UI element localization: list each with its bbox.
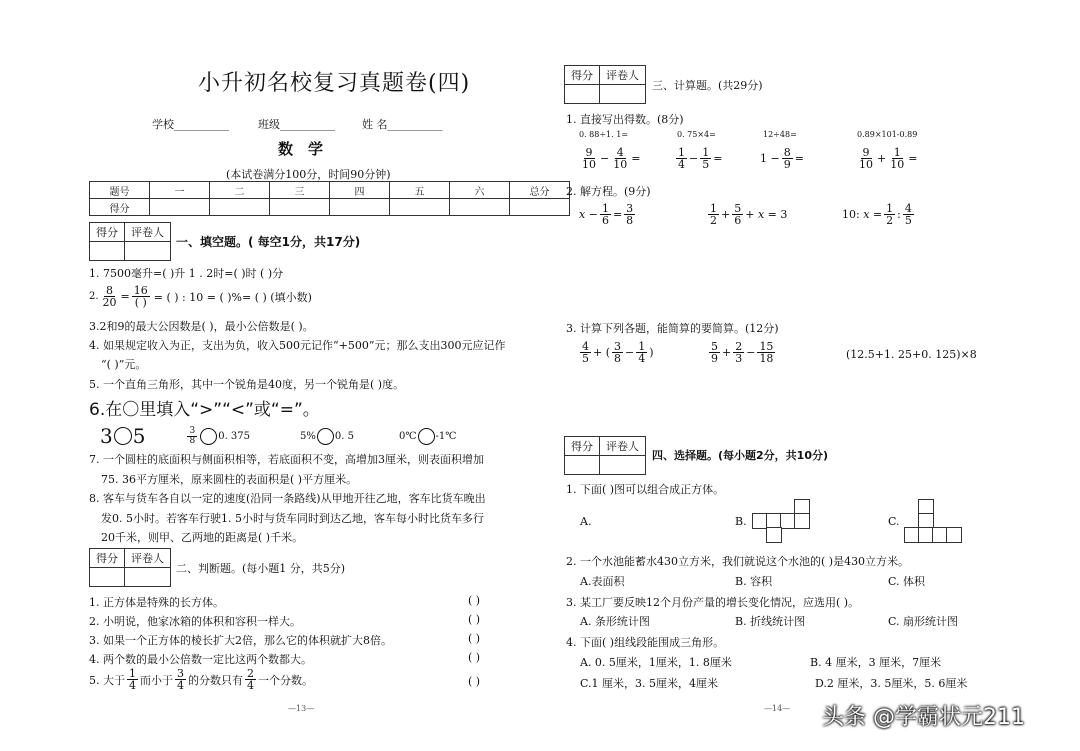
fraction xyxy=(132,285,150,308)
compare-left: 5% xyxy=(300,430,316,442)
fraction xyxy=(127,668,138,691)
direct-expression: $\frac{9}{10}$ − $\frac{4}{10}$ = xyxy=(582,146,641,171)
q1-8-line1: 8. 客车与货车各自以一定的速度(沿同一条路线)从甲地开往乙地，客车比货车晚出 xyxy=(89,492,486,505)
fraction: $\frac{2}{3}$ xyxy=(735,340,743,365)
fraction-numerator: 8 xyxy=(106,284,114,297)
compare-left: 0℃ xyxy=(398,430,417,442)
score-header-cell: 一 xyxy=(150,182,210,199)
grader-cell[interactable] xyxy=(90,568,125,587)
calc-sub3: 3. 计算下列各题，能简算的要简算。(12分) xyxy=(566,322,779,335)
choice-2: 2. 一个水池能蓄水430立方米，我们就说这个水池的( )是430立方米。 xyxy=(566,555,910,568)
score-cell[interactable] xyxy=(150,199,210,216)
grader-label: 得分 xyxy=(90,549,125,568)
fraction-denominator: 4 xyxy=(129,679,136,692)
choice-1-opt-b[interactable]: B. xyxy=(735,515,747,528)
score-cell[interactable] xyxy=(390,199,450,216)
net-square xyxy=(766,527,782,543)
section2-heading: 二、判断题。(每小题1 分，共5分) xyxy=(176,562,346,575)
section4-heading: 四、选择题。(每小题2分，共10分) xyxy=(652,449,829,462)
choice-1: 1. 下面( )图可以组合成正方体。 xyxy=(566,483,725,496)
grader-label: 评卷人 xyxy=(600,66,646,85)
fraction-numerator: 1 xyxy=(129,667,136,680)
equation: 10: x = $\frac{1}{2}$ : $\frac{4}{5}$ xyxy=(842,202,912,227)
fraction: $\frac{3}{8}$ xyxy=(614,340,622,365)
judge-paren[interactable]: ( ) xyxy=(468,675,481,688)
score-table xyxy=(89,181,570,216)
section1-heading: 一、填空题。( 每空1分，共17分) xyxy=(176,235,361,249)
compare-right: 0. 5 xyxy=(334,430,354,442)
fraction: $\frac{4}{10}$ xyxy=(613,146,628,171)
q1-8-line3: 20千米，则甲、乙两地的距离是( )千米。 xyxy=(101,531,304,544)
grader-label: 评卷人 xyxy=(125,223,171,242)
q1-1: 1. 7500毫升=( )升 1 . 2时=( )时 ( )分 xyxy=(89,267,284,280)
judge-paren[interactable]: ( ) xyxy=(468,632,481,645)
fraction xyxy=(245,668,256,691)
score-header-cell: 二 xyxy=(210,182,270,199)
watermark-text: 头条 @学霸状元211 xyxy=(822,705,1025,730)
fraction: $\frac{1}{4}$ xyxy=(678,146,685,171)
fraction xyxy=(187,427,197,446)
q1-6: 6.在〇里填入“>”“<”或“=”。 xyxy=(89,400,320,420)
fraction-denominator: 8 xyxy=(189,435,196,446)
score-cell[interactable] xyxy=(450,199,510,216)
compare-circle[interactable] xyxy=(200,428,217,445)
fraction-numerator: 2 xyxy=(247,667,254,680)
fraction-numerator: 3 xyxy=(189,425,196,436)
judge-paren[interactable]: ( ) xyxy=(468,613,481,626)
compare-right: 0. 375 xyxy=(218,430,251,442)
grader-label: 得分 xyxy=(565,66,600,85)
page-number: —14— xyxy=(764,704,791,713)
grader-label: 评卷人 xyxy=(600,437,646,456)
fraction: $\frac{9}{10}$ xyxy=(582,146,596,171)
q1-2-rest: = ( ) : 10 = ( )%= ( ) (填小数) xyxy=(153,290,312,304)
score-cell[interactable] xyxy=(210,199,270,216)
choice-4-opt-a[interactable]: A. 0. 5厘米，1厘米，1. 8厘米 xyxy=(580,656,732,669)
fraction: $\frac{9}{10}$ xyxy=(859,146,873,171)
fraction: $\frac{1}{6}$ xyxy=(601,202,609,227)
choice-3-opt-b[interactable]: B. 折线统计图 xyxy=(735,615,806,628)
fraction: $\frac{1}{4}$ xyxy=(638,340,646,365)
grader-cell[interactable] xyxy=(565,85,600,104)
choice-2-opt-c[interactable]: C. 体积 xyxy=(888,575,926,588)
score-header-cell: 五 xyxy=(390,182,450,199)
choice-3-opt-c[interactable]: C. 扇形统计图 xyxy=(888,615,959,628)
fraction-denominator: 4 xyxy=(247,679,254,692)
grader-box xyxy=(564,65,646,104)
score-cell[interactable] xyxy=(270,199,330,216)
grader-box xyxy=(564,436,646,475)
judge-paren[interactable]: ( ) xyxy=(468,651,481,664)
score-header-cell: 四 xyxy=(330,182,390,199)
calc-expression-c: (12.5+1. 25+0. 125)×8 xyxy=(846,348,977,361)
calc-sub1: 1. 直接写出得数。(8分) xyxy=(566,113,684,126)
choice-3: 3. 某工厂要反映12个月份产量的增长变化情况，应选用( )。 xyxy=(566,596,860,609)
class-field: 班级__________ xyxy=(258,118,335,131)
grader-cell[interactable] xyxy=(90,242,125,261)
compare-circle[interactable] xyxy=(114,427,132,445)
direct-item: 12÷48= xyxy=(763,130,797,139)
equals-sign: = xyxy=(120,290,130,303)
fraction: $\frac{5}{6}$ xyxy=(734,202,742,227)
calc-sub2: 2. 解方程。(9分) xyxy=(566,185,651,198)
judge-item-3: 3. 如果一个正方体的棱长扩大2倍，那么它的体积就扩大8倍。 xyxy=(89,634,392,647)
fraction-denominator: ( ) xyxy=(134,296,147,309)
choice-4-opt-d[interactable]: D.2 厘米，3. 5厘米，5. 6厘米 xyxy=(815,677,968,690)
q1-2 xyxy=(89,285,312,308)
grader-box xyxy=(89,222,171,261)
fraction: $\frac{15}{18}$ xyxy=(759,340,774,365)
judge-5-text: 的分数只有 xyxy=(188,673,243,687)
choice-1-opt-c[interactable]: C. xyxy=(888,515,900,528)
page-number: —13— xyxy=(288,704,315,713)
grader-cell[interactable] xyxy=(125,568,171,587)
q1-7-line2: 75. 36平方厘米，原来圆柱的表面积是( )平方厘米。 xyxy=(101,473,358,486)
choice-2-opt-b[interactable]: B. 容积 xyxy=(735,575,773,588)
choice-2-opt-a[interactable]: A.表面积 xyxy=(580,575,625,588)
q1-5: 5. 一个直角三角形，其中一个锐角是40度，另一个锐角是( )度。 xyxy=(89,378,405,391)
fraction: $\frac{1}{10}$ xyxy=(890,146,905,171)
judge-paren[interactable]: ( ) xyxy=(468,594,481,607)
q1-2-number: 2. xyxy=(89,291,99,302)
grader-cell[interactable] xyxy=(600,85,646,104)
q1-6-items xyxy=(100,424,456,448)
fraction: $\frac{4}{5}$ xyxy=(904,202,912,227)
q1-7-line1: 7. 一个圆柱的底面积与侧面积相等，若底面积不变，高增加3厘米，则表面积增加 xyxy=(89,453,484,466)
fraction xyxy=(101,285,119,308)
equation: x − $\frac{1}{6}$ = $\frac{3}{8}$ xyxy=(579,202,634,227)
judge-item-5 xyxy=(89,668,313,691)
choice-4: 4. 下面( )组线段能围成三角形。 xyxy=(566,636,725,649)
grader-cell[interactable] xyxy=(565,456,600,475)
score-row-label: 得分 xyxy=(90,199,150,216)
score-header-cell: 总分 xyxy=(510,182,570,199)
fraction: $\frac{8}{9}$ xyxy=(783,146,791,171)
fraction: $\frac{1}{5}$ xyxy=(702,146,710,171)
fraction: $\frac{1}{2}$ xyxy=(710,202,717,227)
judge-item-4: 4. 两个数的最小公倍数一定比这两个数都大。 xyxy=(89,653,312,666)
grader-cell[interactable] xyxy=(125,242,171,261)
fraction-numerator: 16 xyxy=(133,284,148,297)
grader-label: 评卷人 xyxy=(125,549,171,568)
q1-8-line2: 发0. 5小时。若客车行驶1. 5小时与货车同时到达乙地，客车每小时比货车多行 xyxy=(101,512,484,525)
q1-3: 3.2和9的最大公因数是( )，最小公倍数是( )。 xyxy=(89,320,314,333)
fraction xyxy=(175,668,186,691)
direct-expression: $\frac{1}{4}$ − $\frac{1}{5}$ = xyxy=(678,146,723,171)
score-cell[interactable] xyxy=(330,199,390,216)
direct-item: 0.89×101-0.89 xyxy=(857,130,918,139)
choice-3-opt-a[interactable]: A. 条形统计图 xyxy=(580,615,650,628)
compare-left: 3 xyxy=(100,424,113,448)
judge-5-text: 5. 大于 xyxy=(89,673,125,687)
score-header-cell: 六 xyxy=(450,182,510,199)
compare-right: -1℃ xyxy=(435,430,457,442)
q1-4-line1: 4. 如果规定收入为正，支出为负，收入500元记作“+500”元；那么支出300元应记作 xyxy=(89,339,506,352)
q1-4-line2: “( )”元。 xyxy=(101,358,147,371)
judge-5-text: 而小于 xyxy=(140,673,173,687)
judge-item-2: 2. 小明说，他家冰箱的体积和容积一样大。 xyxy=(89,615,301,628)
calc-expression: $\frac{5}{9}$ + $\frac{2}{3}$ − $\frac{15}{18}$ xyxy=(711,340,774,365)
calc-expression: $\frac{4}{5}$ + ( $\frac{3}{8}$ − $\frac{1}{4}$ ) xyxy=(582,340,654,365)
exam-note: (本试卷满分100分，时间90分钟) xyxy=(226,168,391,181)
fraction: $\frac{5}{9}$ xyxy=(711,340,718,365)
compare-right: 5 xyxy=(132,424,146,448)
equation: $\frac{1}{2}$ + $\frac{5}{6}$ + x = 3 xyxy=(710,202,788,227)
judge-5-text: 一个分数。 xyxy=(258,673,313,687)
score-header-cell: 题号 xyxy=(90,182,150,199)
fraction-denominator: 20 xyxy=(102,296,117,309)
grader-label: 得分 xyxy=(90,223,125,242)
judge-item-1: 1. 正方体是特殊的长方体。 xyxy=(89,596,224,609)
school-field: 学校__________ xyxy=(152,118,229,131)
net-square xyxy=(946,527,962,543)
section3-heading: 三、计算题。(共29分) xyxy=(652,79,763,92)
score-header-cell: 三 xyxy=(270,182,330,199)
fraction: $\frac{4}{5}$ xyxy=(582,340,589,365)
choice-4-opt-c[interactable]: C.1 厘米，3. 5厘米，4厘米 xyxy=(580,677,719,690)
compare-circle[interactable] xyxy=(317,428,334,445)
direct-item: 0. 88÷1. 1= xyxy=(579,130,629,139)
compare-circle[interactable] xyxy=(418,428,435,445)
choice-1-opt-a[interactable]: A. xyxy=(580,515,592,528)
grader-label: 得分 xyxy=(565,437,600,456)
grader-cell[interactable] xyxy=(600,456,646,475)
score-cell[interactable] xyxy=(510,199,570,216)
subject-title: 数 学 xyxy=(278,140,324,158)
exam-title: 小升初名校复习真题卷(四) xyxy=(198,71,471,96)
direct-item: 0. 75×4= xyxy=(677,130,716,139)
net-square xyxy=(794,513,810,529)
fraction-numerator: 3 xyxy=(177,667,184,680)
fraction: $\frac{3}{8}$ xyxy=(626,202,634,227)
direct-expression: $\frac{9}{10}$ + $\frac{1}{10}$ = xyxy=(859,146,918,171)
grader-box xyxy=(89,548,171,587)
direct-expression: 1 − $\frac{8}{9}$ = xyxy=(760,146,804,171)
fraction-denominator: 4 xyxy=(177,679,184,692)
choice-4-opt-b[interactable]: B. 4 厘米，3 厘米，7厘米 xyxy=(810,656,942,669)
fraction: $\frac{1}{2}$ xyxy=(886,202,894,227)
name-field: 姓 名__________ xyxy=(362,118,443,131)
